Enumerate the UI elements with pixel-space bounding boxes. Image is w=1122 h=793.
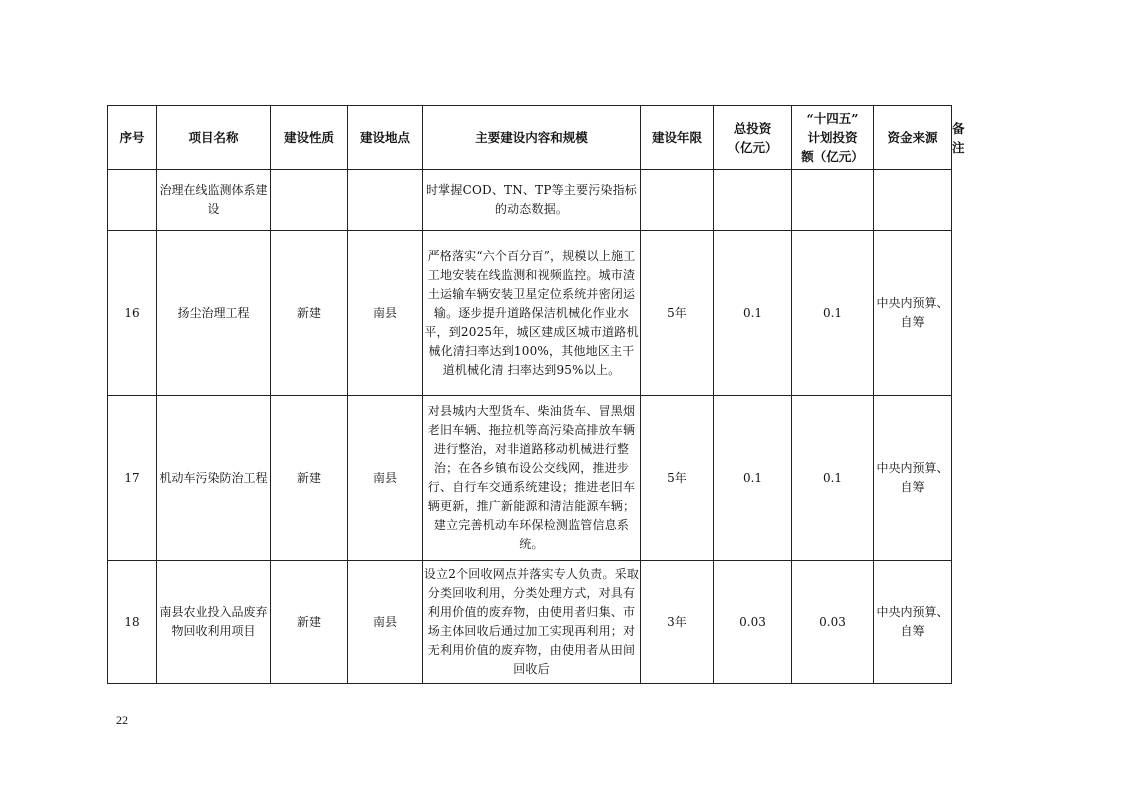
- table-row: [108, 396, 952, 561]
- cell-seq: 17: [108, 396, 157, 561]
- header-plan-invest-line2: 计划投资: [807, 130, 858, 145]
- table-row: [108, 561, 952, 684]
- header-seq: 序号: [108, 106, 157, 170]
- cell-seq: 16: [108, 231, 157, 396]
- header-plan-invest: [792, 106, 874, 170]
- cell-content: 严格落实“六个百分百”，规模以上施工工地安装在线监测和视频监控。城市渣土运输车辆安装卫星定位系统并密闭运输。逐步提升道路保洁机械化作业水平，到2025年，城区建成区城市道路机械化清扫率达到100%，其他地区主干道机械化清 扫率达到95%以上。: [423, 231, 641, 396]
- cell-years: 3年: [641, 561, 714, 684]
- cell-location: [348, 170, 423, 231]
- cell-plan-invest: 0.1: [792, 396, 874, 561]
- header-years: 建设年限: [641, 106, 714, 170]
- cell-nature: 新建: [271, 396, 348, 561]
- cell-plan-invest: [792, 170, 874, 231]
- header-row: 序号 项目名称 建设性质 建设地点 主要建设内容和规模 建设年限 总投资 （亿元） “十四五” 计划投资 额（亿元） 资金来源 备注: [108, 106, 952, 170]
- cell-content: 对县城内大型货车、柴油货车、冒黑烟老旧车辆、拖拉机等高污染高排放车辆进行整治，对非道路移动机械进行整治；在各乡镇布设公交线网，推进步行、自行车交通系统建设；推进老旧车辆更新，推广新能源和清洁能源车辆；建立完善机动车环保检测监管信息系统。: [423, 396, 641, 561]
- cell-content: 时掌握COD、TN、TP等主要污染指标的动态数据。: [423, 170, 641, 231]
- cell-total-invest: [714, 170, 792, 231]
- cell-name: 南县农业投入品废弃物回收利用项目: [157, 561, 271, 684]
- cell-nature: 新建: [271, 561, 348, 684]
- cell-years: 5年: [641, 231, 714, 396]
- header-total-invest-line1: 总投资: [733, 120, 772, 136]
- cell-name: 机动车污染防治工程: [157, 396, 271, 561]
- cell-funding: 中央内预算、自筹: [874, 561, 952, 684]
- header-content: 主要建设内容和规模: [423, 106, 641, 170]
- cell-total-invest: 0.1: [714, 396, 792, 561]
- cell-years: [641, 170, 714, 231]
- cell-seq: 18: [108, 561, 157, 684]
- header-total-invest-line2: （亿元）: [727, 139, 778, 155]
- cell-nature: 新建: [271, 231, 348, 396]
- project-table: [107, 105, 965, 684]
- cell-name: 扬尘治理工程: [157, 231, 271, 396]
- cell-plan-invest: 0.1: [792, 231, 874, 396]
- cell-funding: 中央内预算、自筹: [874, 231, 952, 396]
- header-name: 项目名称: [157, 106, 271, 170]
- cell-years: 5年: [641, 396, 714, 561]
- cell-location: 南县: [348, 561, 423, 684]
- cell-seq: [108, 170, 157, 231]
- cell-nature: [271, 170, 348, 231]
- cell-location: 南县: [348, 231, 423, 396]
- header-plan-invest-line3: 额（亿元）: [801, 149, 864, 164]
- table-row-continuation: [108, 170, 952, 231]
- cell-plan-invest: 0.03: [792, 561, 874, 684]
- header-location: 建设地点: [348, 106, 423, 170]
- cell-funding: 中央内预算、自筹: [874, 396, 952, 561]
- page-number: 22: [116, 713, 128, 727]
- header-plan-invest-line1: “十四五”: [806, 111, 859, 126]
- header-funding: 资金来源: [874, 106, 952, 170]
- header-total-invest: [714, 106, 792, 170]
- cell-funding: [874, 170, 952, 231]
- cell-total-invest: 0.1: [714, 231, 792, 396]
- cell-name: 治理在线监测体系建设: [157, 170, 271, 231]
- cell-content: 设立2个回收网点并落实专人负责。采取分类回收利用，分类处理方式，对具有利用价值的废弃物，由使用者归集、市场主体回收后通过加工实现再利用；对无利用价值的废弃物，由使用者从田间回收后: [423, 561, 641, 684]
- cell-location: 南县: [348, 396, 423, 561]
- header-nature: 建设性质: [271, 106, 348, 170]
- table-row: [108, 231, 952, 396]
- cell-total-invest: 0.03: [714, 561, 792, 684]
